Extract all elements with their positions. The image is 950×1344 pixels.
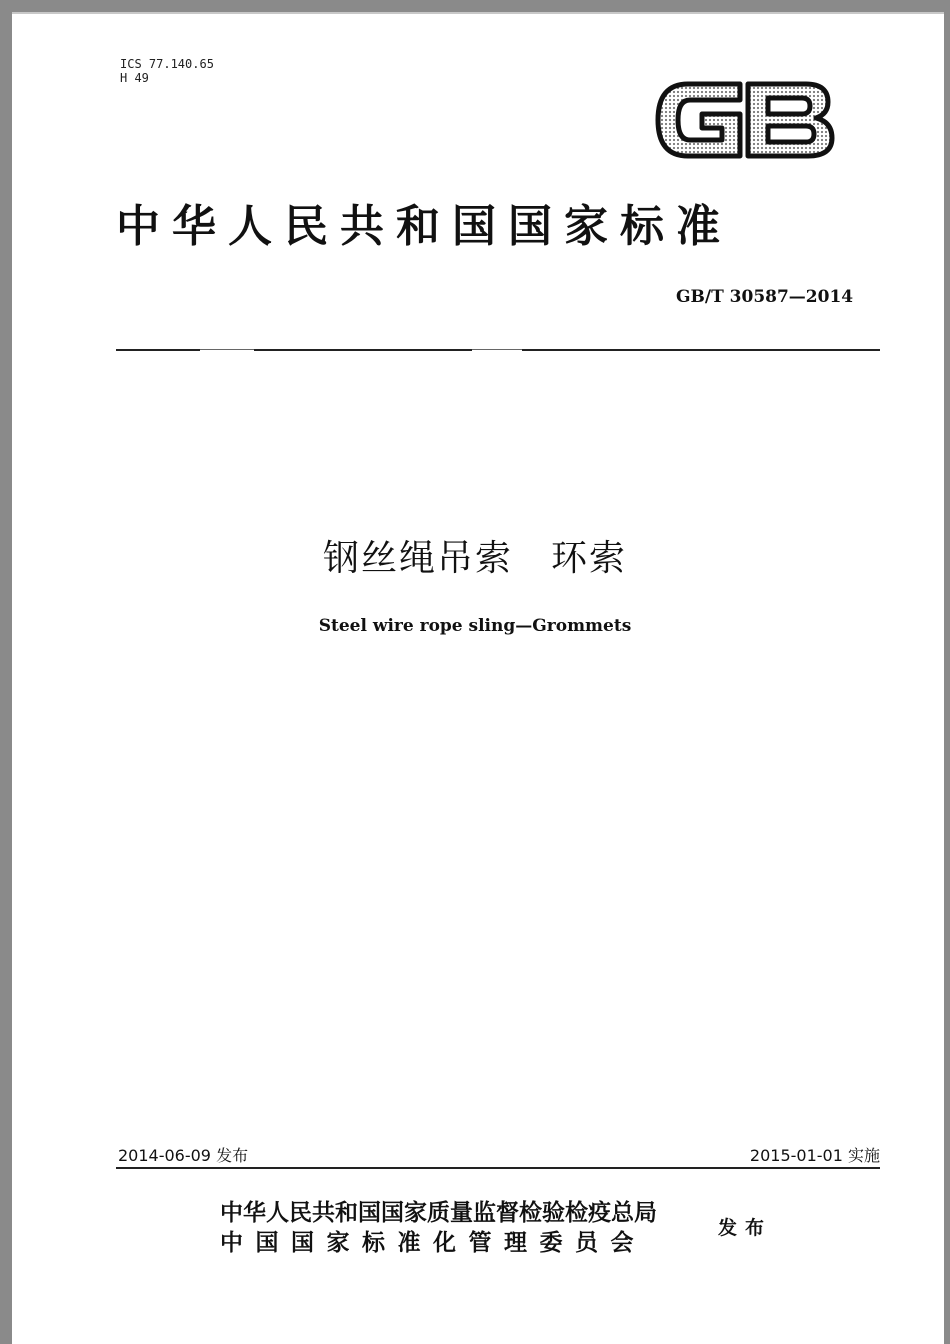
publisher-sac: 中国国家标准化管理委员会: [220, 1229, 646, 1256]
implementation-date: 2015-01-01 实施: [749, 1146, 880, 1165]
frame-inner-edge: [12, 12, 944, 14]
top-rule-segment-3: [254, 349, 472, 351]
top-rule-segment-5: [522, 349, 880, 351]
publish-label: 发布: [718, 1217, 773, 1239]
document-title-english: Steel wire rope sling—Grommets: [318, 616, 632, 636]
ics-code: ICS 77.140.65: [120, 57, 214, 71]
national-standard-heading: 中华人民共和国国家标准: [116, 201, 732, 252]
frame-left-edge: [0, 0, 12, 1344]
top-rule-segment-1: [116, 349, 200, 351]
gb-logo: [648, 70, 838, 170]
top-rule-segment-2: [200, 349, 254, 350]
publishers-block: [220, 1198, 657, 1258]
frame-top-edge: [0, 0, 950, 12]
ccs-code: H 49: [120, 71, 149, 85]
classification-codes: [120, 57, 214, 85]
frame-right-edge: [944, 0, 950, 1344]
bottom-rule: [116, 1167, 880, 1169]
publisher-aqsiq: 中华人民共和国国家质量监督检验检疫总局: [220, 1199, 657, 1226]
standard-number: GB/T 30587—2014: [676, 287, 854, 307]
top-rule-segment-4: [472, 349, 522, 350]
document-title-chinese: 钢丝绳吊索 环索: [322, 538, 627, 579]
issue-date: 2014-06-09 发布: [118, 1146, 249, 1165]
